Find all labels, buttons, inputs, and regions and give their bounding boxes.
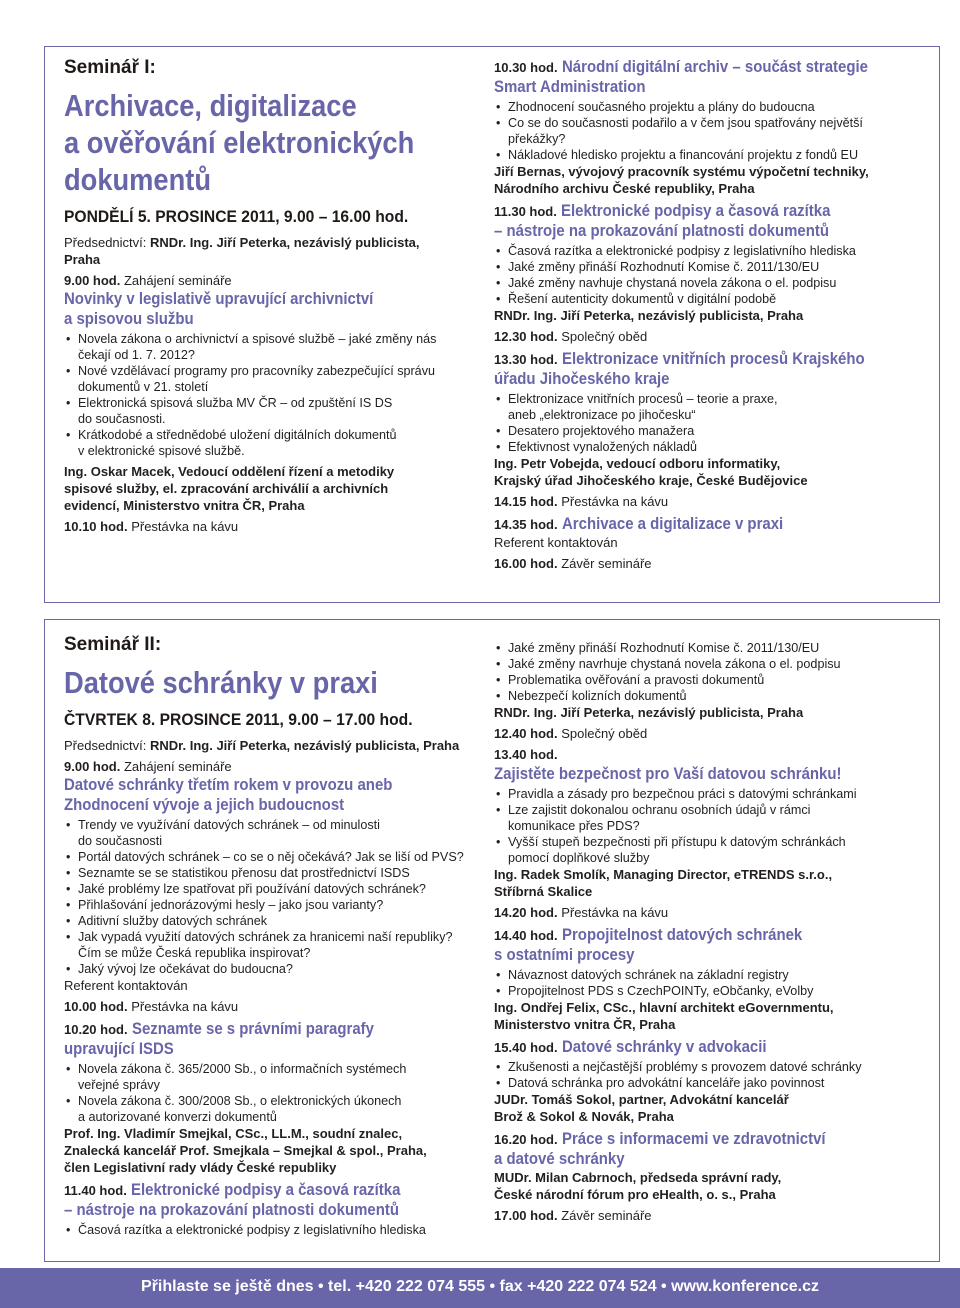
chair-label: Předsednictví: (64, 235, 147, 250)
session-note: Závěr semináře (561, 556, 652, 571)
seminar-2-title: Datové schránky v praxi (64, 665, 378, 700)
list-item-cont: Čím se může Česká republika inspirovat? (78, 946, 311, 960)
list-item: • Trendy ve využívání datových schránek – od minulosti (64, 817, 469, 833)
list-item: • Elektronizace vnitřních procesů – teorie a praxe, (494, 391, 930, 407)
time: 16.20 hod. (494, 1132, 558, 1147)
footer-contact: Přihlaste se ještě dnes • tel. +420 222 074 555 • fax +420 222 074 524 • www.konference.cz (141, 1278, 819, 1295)
speaker: Jiří Bernas, vývojový pracovník systému výpočetní techniky, (494, 164, 869, 179)
session-note: Přestávka na kávu (561, 494, 669, 509)
session-title: Elektronizace vnitřních procesů Krajského (562, 349, 865, 368)
speaker: spisové služby, el. zpracování archiválií a archivních (64, 481, 389, 496)
list-item-cont: v elektronické spisové službě. (78, 444, 245, 458)
time: 15.40 hod. (494, 1040, 558, 1055)
list-item-cont: dokumentů v 21. století (78, 380, 209, 394)
list-item-cont: čekají od 1. 7. 2012? (78, 348, 195, 362)
chair-city: Praha (64, 252, 101, 267)
bullet-list (494, 967, 930, 999)
session-title: Zajistěte bezpečnost pro Vaší datovou schránku! (494, 764, 842, 783)
seminar-2-right-column (494, 634, 930, 1224)
session-title: – nástroje na prokazování platnosti dokumentů (494, 221, 830, 240)
chair-name: RNDr. Ing. Jiří Peterka, nezávislý publicista, (150, 235, 420, 250)
list-item: • Nové vzdělávací programy pro pracovníky zabezpečující správu (64, 363, 469, 379)
session-note: Přestávka na kávu (561, 905, 669, 920)
speaker: Ing. Oskar Macek, Vedoucí oddělení řízení a metodiky (64, 464, 395, 479)
list-item: • Novela zákona o archivnictví a spisové službě – jaké změny nás (64, 331, 469, 347)
session-note: Společný oběd (561, 726, 648, 741)
list-item: • Efektivnost vynaložených nákladů (494, 439, 930, 455)
list-item: • Zhodnocení současného projektu a plány do budoucna (494, 99, 930, 115)
seminar-1-right-column (494, 57, 930, 572)
list-item-cont: a autorizované konverzi dokumentů (78, 1110, 277, 1124)
time: 13.40 hod. (494, 747, 558, 762)
speaker: Krajský úřad Jihočeského kraje, České Budějovice (494, 473, 808, 488)
time: 9.00 hod. (64, 273, 121, 288)
list-item-cont: komunikace přes PDS? (508, 819, 640, 833)
time: 13.30 hod. (494, 352, 558, 367)
list-item: • Vyšší stupeň bezpečnosti při přístupu k datovým schránkách (494, 834, 930, 850)
speaker: člen Legislativní rady vlády České republiky (64, 1160, 337, 1175)
chair-name: RNDr. Ing. Jiří Peterka, nezávislý publicista, Praha (150, 738, 460, 753)
list-item: • Jaké změny navhuje chystaná novela zákona o el. podpisu (494, 275, 930, 291)
speaker: České národní fórum pro eHealth, o. s., Praha (494, 1187, 776, 1202)
time: 11.40 hod. (64, 1183, 127, 1198)
speaker: Ing. Ondřej Felix, CSc., hlavní architekt eGovernmentu, (494, 1000, 834, 1015)
session-title: a datové schránky (494, 1149, 625, 1168)
speaker: Brož & Sokol & Novák, Praha (494, 1109, 674, 1124)
session-title: Elektronické podpisy a časová razítka (131, 1180, 401, 1199)
session-note: Zahájení semináře (123, 759, 232, 774)
list-item: • Nákladové hledisko projektu a financování projektu z fondů EU (494, 147, 930, 163)
list-item: • Nebezpečí kolizních dokumentů (494, 688, 930, 704)
list-item: • Problematika ověřování a pravosti dokumentů (494, 672, 930, 688)
bullet-list (64, 331, 469, 459)
session-title: Archivace a digitalizace v praxi (562, 514, 784, 533)
seminar-2-box (44, 619, 940, 1262)
list-item-cont: do současnosti (78, 834, 163, 848)
list-item: • Řešení autenticity dokumentů v digitální podobě (494, 291, 930, 307)
seminar-1-box (44, 46, 940, 603)
bullet-list (494, 99, 930, 163)
time: 10.30 hod. (494, 60, 558, 75)
time: 14.15 hod. (494, 494, 558, 509)
list-item: • Propojitelnost PDS s CzechPOINTy, eObčanky, eVolby (494, 983, 930, 999)
list-item-cont: do současnosti. (78, 412, 166, 426)
speaker: RNDr. Ing. Jiří Peterka, nezávislý publicista, Praha (494, 308, 804, 323)
footer-bar (0, 1268, 960, 1308)
list-item: • Seznamte se se statistikou přenosu dat prostřednictví ISDS (64, 865, 469, 881)
bullet-list (64, 1061, 469, 1125)
list-item: • Časová razítka a elektronické podpisy z legislativního hlediska (494, 243, 930, 259)
time: 12.30 hod. (494, 329, 558, 344)
speaker: MUDr. Milan Cabrnoch, předseda správní rady, (494, 1170, 782, 1185)
list-item: • Aditivní služby datových schránek (64, 913, 469, 929)
seminar-1-title-line2: a ověřování elektronických (64, 125, 415, 160)
speaker: Prof. Ing. Vladimír Smejkal, CSc., LL.M., soudní znalec, (64, 1126, 403, 1141)
time: 10.10 hod. (64, 519, 128, 534)
session-title: – nástroje na prokazování platnosti dokumentů (64, 1200, 400, 1219)
list-item: • Portál datových schránek – co se o něj očekává? Jak se liší od PVS? (64, 849, 469, 865)
seminar-2-label: Seminář II: (64, 634, 162, 655)
time: 14.40 hod. (494, 928, 558, 943)
bullet-list (494, 640, 930, 704)
list-item: • Přihlašování jednorázovými hesly – jako jsou varianty? (64, 897, 469, 913)
list-item: • Návaznost datových schránek na základní registry (494, 967, 930, 983)
list-item-cont: aneb „elektronizace po jihočesku“ (508, 408, 696, 422)
list-item-cont: pomocí doplňkové služby (508, 851, 650, 865)
session-title: a spisovou službu (64, 309, 194, 328)
bullet-list (494, 243, 930, 307)
session-note: Referent kontaktován (64, 978, 188, 993)
session-title: Zhodnocení vývoje a jejich budoucnost (64, 795, 345, 814)
speaker: Ministerstvo vnitra ČR, Praha (494, 1017, 676, 1032)
list-item: • Jaký vývoj lze očekávat do budoucna? (64, 961, 469, 977)
bullet-list (64, 1222, 469, 1238)
bullet-list (64, 817, 469, 977)
session-note: Přestávka na kávu (131, 999, 239, 1014)
time: 9.00 hod. (64, 759, 121, 774)
time: 12.40 hod. (494, 726, 558, 741)
list-item: • Lze zajistit dokonalou ochranu osobních údajů v rámci (494, 802, 930, 818)
session-title: upravující ISDS (64, 1039, 174, 1058)
seminar-2-date: ČTVRTEK 8. PROSINCE 2011, 9.00 – 17.00 hod. (64, 710, 413, 729)
session-title: Novinky v legislativě upravující archivnictví (64, 289, 374, 308)
session-title: Datové schránky v advokacii (562, 1037, 767, 1056)
session-title: úřadu Jihočeského kraje (494, 369, 670, 388)
list-item: • Krátkodobé a střednědobé uložení digitálních dokumentů (64, 427, 469, 443)
list-item: • Jaké změny navrhuje chystaná novela zákona o el. podpisu (494, 656, 930, 672)
session-note: Společný oběd (561, 329, 648, 344)
session-title: Seznamte se s právními paragrafy (132, 1019, 375, 1038)
bullet-list (494, 786, 930, 866)
speaker: JUDr. Tomáš Sokol, partner, Advokátní kancelář (494, 1092, 789, 1107)
speaker: Znalecká kancelář Prof. Smejkala – Smejkal & spol., Praha, (64, 1143, 427, 1158)
list-item-cont: veřejné správy (78, 1078, 160, 1092)
list-item: • Novela zákona č. 365/2000 Sb., o informačních systémech (64, 1061, 469, 1077)
list-item: • Jaké změny přináší Rozhodnutí Komise č. 2011/130/EU (494, 640, 930, 656)
seminar-1-title-line1: Archivace, digitalizace (64, 88, 357, 123)
speaker: Ing. Radek Smolík, Managing Director, eTRENDS s.r.o., (494, 867, 833, 882)
list-item: • Jak vypadá využití datových schránek za hranicemi naší republiky? (64, 929, 469, 945)
time: 10.20 hod. (64, 1022, 128, 1037)
time: 14.35 hod. (494, 517, 558, 532)
list-item: • Datová schránka pro advokátní kanceláře jako povinnost (494, 1075, 930, 1091)
speaker: Stříbrná Skalice (494, 884, 593, 899)
time: 10.00 hod. (64, 999, 128, 1014)
session-note: Závěr semináře (561, 1208, 652, 1223)
speaker: RNDr. Ing. Jiří Peterka, nezávislý publicista, Praha (494, 705, 804, 720)
session-note: Přestávka na kávu (131, 519, 239, 534)
list-item: • Elektronická spisová služba MV ČR – od zpuštění IS DS (64, 395, 469, 411)
list-item: • Novela zákona č. 300/2008 Sb., o elektronických úkonech (64, 1093, 469, 1109)
list-item: • Co se do současnosti podařilo a v čem jsou spatřovány největší (494, 115, 930, 131)
bullet-list (494, 1059, 930, 1091)
session-title: Elektronické podpisy a časová razítka (561, 201, 831, 220)
session-note: Zahájení semináře (123, 273, 232, 288)
session-title: Práce s informacemi ve zdravotnictví (562, 1129, 826, 1148)
list-item: • Desatero projektového manažera (494, 423, 930, 439)
chair-label: Předsednictví: (64, 738, 147, 753)
bullet-list (494, 391, 930, 455)
seminar-1-left-column (64, 57, 469, 535)
list-item-cont: překážky? (508, 132, 566, 146)
seminar-1-title-line3: dokumentů (64, 162, 212, 197)
speaker: Národního archivu České republiky, Praha (494, 181, 755, 196)
time: 17.00 hod. (494, 1208, 558, 1223)
speaker: Ing. Petr Vobejda, vedoucí odboru informatiky, (494, 456, 781, 471)
session-title: Národní digitální archiv – součást strategie (562, 57, 868, 76)
time: 14.20 hod. (494, 905, 558, 920)
session-title: s ostatními procesy (494, 945, 635, 964)
list-item: • Zkušenosti a nejčastější problémy s provozem datové schránky (494, 1059, 930, 1075)
seminar-1-date: PONDĚLÍ 5. PROSINCE 2011, 9.00 – 16.00 hod. (64, 207, 409, 226)
seminar-2-left-column (64, 634, 469, 1238)
list-item: • Pravidla a zásady pro bezpečnou práci s datovými schránkami (494, 786, 930, 802)
session-title: Datové schránky třetím rokem v provozu aneb (64, 775, 393, 794)
speaker: evidencí, Ministerstvo vnitra ČR, Praha (64, 498, 305, 513)
session-note: Referent kontaktován (494, 535, 618, 550)
session-title: Propojitelnost datových schránek (562, 925, 803, 944)
seminar-1-label: Seminář I: (64, 57, 156, 78)
list-item: • Časová razítka a elektronické podpisy z legislativního hlediska (64, 1222, 469, 1238)
time: 11.30 hod. (494, 204, 557, 219)
time: 16.00 hod. (494, 556, 558, 571)
list-item: • Jaké změny přináší Rozhodnutí Komise č. 2011/130/EU (494, 259, 930, 275)
session-title: Smart Administration (494, 77, 646, 96)
list-item: • Jaké problémy lze spatřovat při používání datových schránek? (64, 881, 469, 897)
